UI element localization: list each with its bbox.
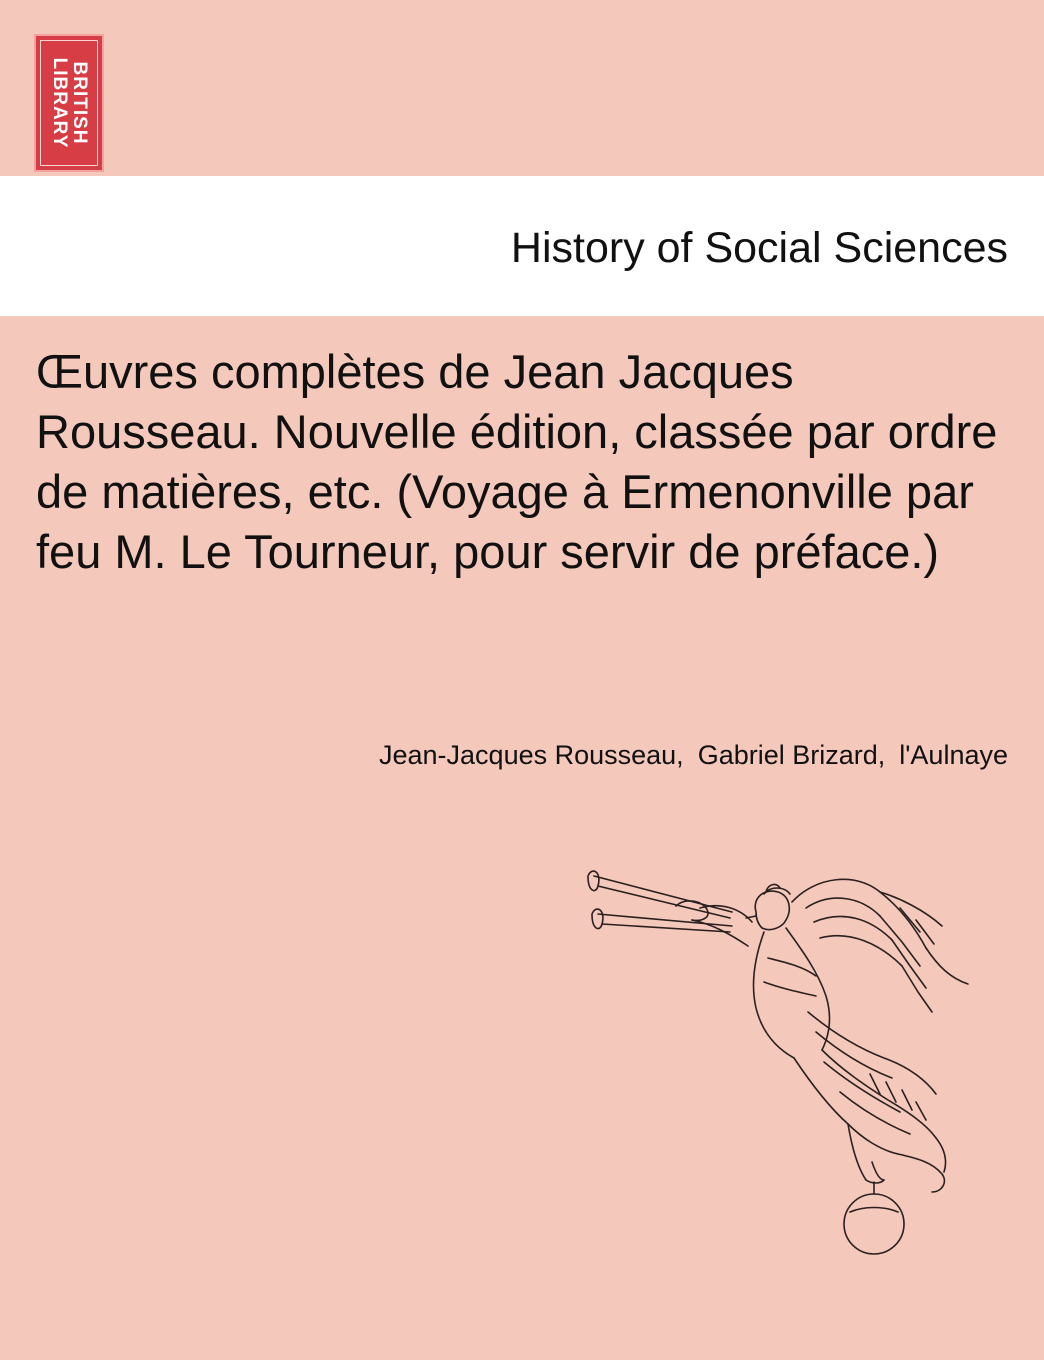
- author-list: [379, 740, 1008, 771]
- author-name: Jean-Jacques Rousseau,: [379, 740, 684, 770]
- series-title: History of Social Sciences: [510, 224, 1008, 272]
- book-title: Œuvres complètes de Jean Jacques Rousseau. Nouvelle édition, classée par ordre de matières, etc. (Voyage à Ermenonville par feu M. Le Tourneur, pour servir de préface.): [36, 345, 998, 578]
- author-name: Gabriel Brizard,: [697, 740, 886, 770]
- logo-line-library: LIBRARY: [49, 57, 70, 149]
- trumpeting-angel-icon: [580, 862, 990, 1278]
- logo-line-british: BRITISH: [68, 61, 90, 145]
- series-band: [0, 176, 1044, 316]
- author-name: l'Aulnaye: [899, 740, 1008, 770]
- british-library-logo: [34, 34, 104, 172]
